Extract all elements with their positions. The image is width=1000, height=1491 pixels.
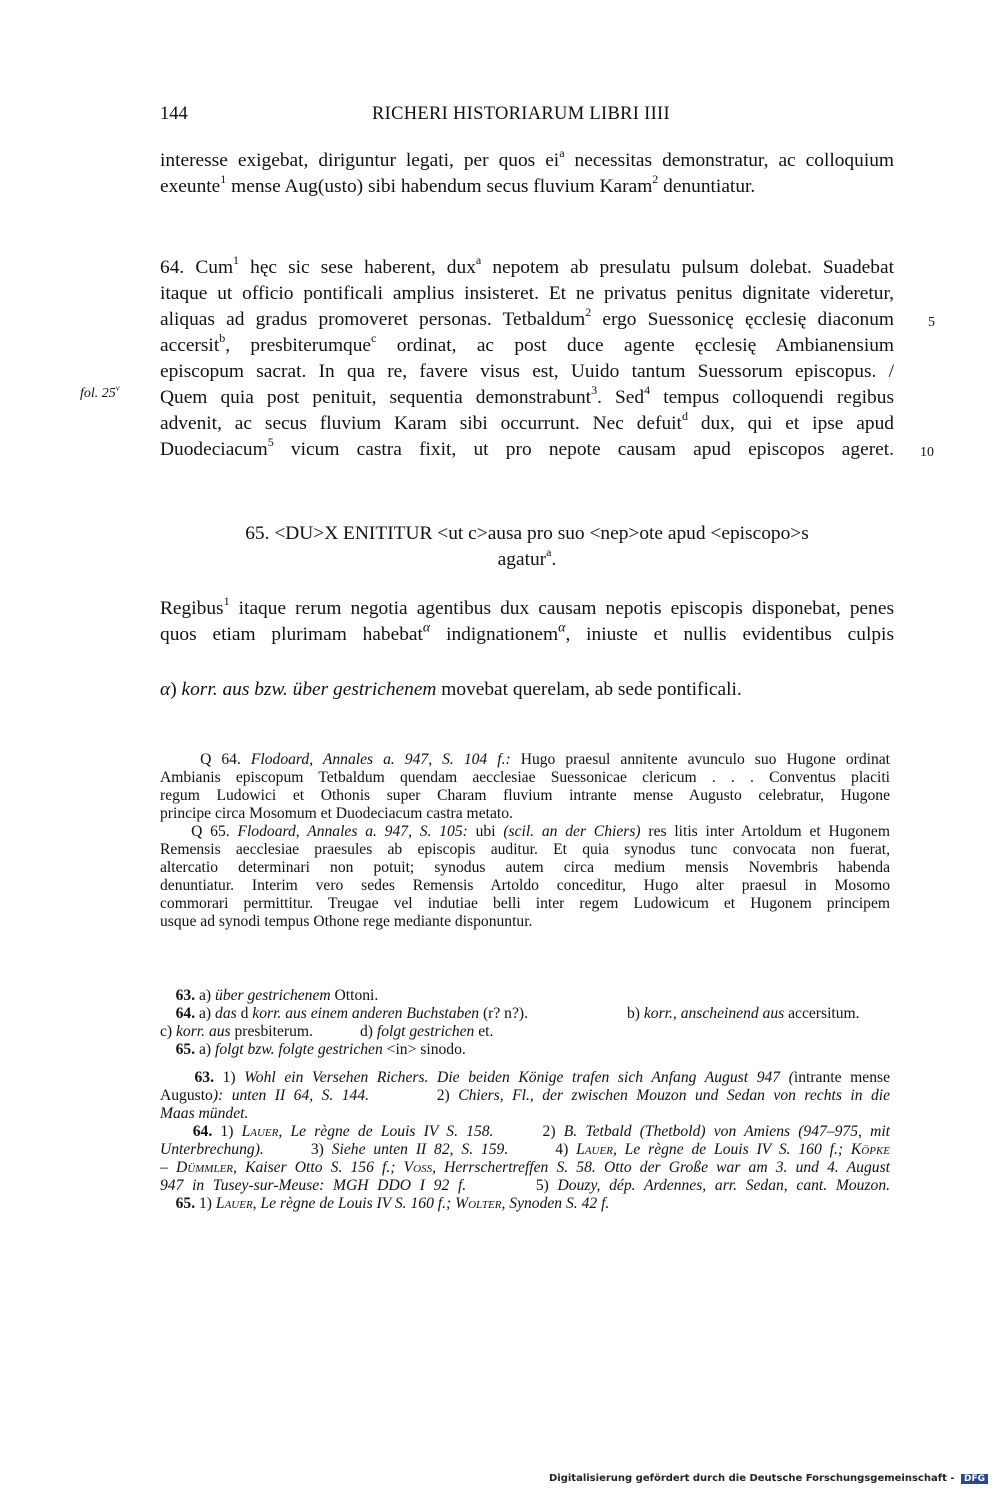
page-number: 144 <box>160 104 188 124</box>
line-number-10: 10 <box>920 445 934 460</box>
source-notes: Q 64. Flodoard, Annales a. 947, S. 104 f.: Hugo praesul annitente avunculo suo Hugone ordinat Ambianis episcopum Tetbaldum quendam aecclesiae Suessonicae clericum . . . Conventus placiti regum Ludowici et Othonis super Charam fluvium intrante mense Augusto celebratur, Hugone principe circa Mosomum et Duodeciacum castra metato. Q 65. Flodoard, Annales a. 947, S. 105: ubi (scil. an der Chiers) res litis inter Artoldum et Hugonem Remensis aecclesiae praesules ab episcopis auditur. Et quia synodus tunc convocata non fuerat, altercatio determinari non potuit; synodus autem circa medium mensis Novembris habenda denuntiatur. Interim vero sedes Remensis Artoldo conceditur, Hugo alter praesul in Mosomo commorari permittitur. Treugae vel indutiae belli inter regem Ludowicum et Hugonem principem usque ad synodi tempus Othone rege mediante disponuntur. <box>160 751 890 930</box>
heading-line-2: agatur$^a$. <box>497 544 557 570</box>
funding-credit-text: Digitalisierung gefördert durch die Deutsche Forschungsgemeinschaft - <box>548 1473 955 1484</box>
funding-credit <box>549 1473 988 1484</box>
critical-apparatus: 63. a) über gestrichenem Ottoni. 64. a) das d korr. aus einem anderen Buchstaben (r? n?). b) korr., anscheinend aus accersitum. c) korr. aus presbiterum. d) folgt gestrichen et. 65. a) folgt bzw. folgte gestrichen <in> sinodo. <box>160 987 860 1058</box>
line-number-5: 5 <box>928 315 935 330</box>
folio-marginal-note: fol. 25$^v$ <box>80 382 120 401</box>
running-title: RICHERI HISTORIARUM LIBRI IIII <box>372 104 670 124</box>
dfg-logo: DFG <box>961 1474 988 1484</box>
chapter-63-continuation: interesse exigebat, diriguntur legati, per quos $ei^a$ necessitas demonstratur, ac colloquium exeunte$^1$ mense Aug(usto) sibi habendum secus fluvium Karam$^2$ denuntiatur. <box>160 145 894 197</box>
chapter-64-text: 64. Cum$^1$ hęc sic sese haberent, dux$^a$ nepotem ab presulatu pulsum dolebat. Suadebat itaque ut officio pontificali amplius insisteret. Et ne privatus penitus dignitate videretur, aliquas ad gradus promoveret personas. Tetbaldum$^2$ ergo Suessonicę ęcclesię diaconum accersit$^b$, presbiterumque$^c$ ordinat, ac post duce agente ęcclesię Ambianensium episcopum sacrat. In qua re, favere visus est, Uuido tantum Suessorum episcopus. / Quem quia post penituit, sequentia demonstrabunt$^3$. Sed$^4$ tempus colloquendi regibus advenit, ac secus fluvium Karam sibi occurrunt. Nec defuit$^d$ dux, qui et ipse apud Duodeciacum$^5$ vicum castra fixit, ut pro nepote causam apud episcopos ageret. <box>160 252 895 460</box>
page-header <box>160 104 890 134</box>
commentary-notes: 63. 1) Wohl ein Versehen Richers. Die beiden Könige trafen sich Anfang August 947 (intrante mense Augusto): unten II 64, S. 144. 2) Chiers, Fl., der zwischen Mouzon und Sedan von rechts in die Maas mündet. 64. 1) Lauer, Le règne de Louis IV S. 158. 2) B. Tetbald (Thetbold) von Amiens (947–975, mit Unterbrechung). 3) Siehe unten II 82, S. 159. 4) Lauer, Le règne de Louis IV S. 160 f.; Köpke – Dümmler, Kaiser Otto S. 156 f.; Voss, Herrschertreffen S. 58. Otto der Große war am 3. und 4. August 947 in Tusey-sur-Meuse: MGH DDO I 92 f. 5) Douzy, dép. Ardennes, arr. Sedan, cant. Mouzon. 65. 1) Lauer, Le règne de Louis IV S. 160 f.; Wolter, Synoden S. 42 f. <box>160 1069 891 1212</box>
chapter-65-heading <box>160 521 894 573</box>
chapter-65-continuation: α) korr. aus bzw. über gestrichenem movebat querelam, ab sede pontificali. <box>160 679 742 700</box>
chapter-65-text: Regibus$^1$ itaque rerum negotia agentibus dux causam nepotis episcopis disponebat, penes quos etiam plurimam habebat$^\alpha$ indignationem$^\alpha$, iniuste et nullis evidentibus culpis <box>160 593 894 645</box>
heading-line-1: 65. <DU>X ENITITUR <ut c>ausa pro suo <nep>ote apud <episcopo>s <box>245 523 809 544</box>
